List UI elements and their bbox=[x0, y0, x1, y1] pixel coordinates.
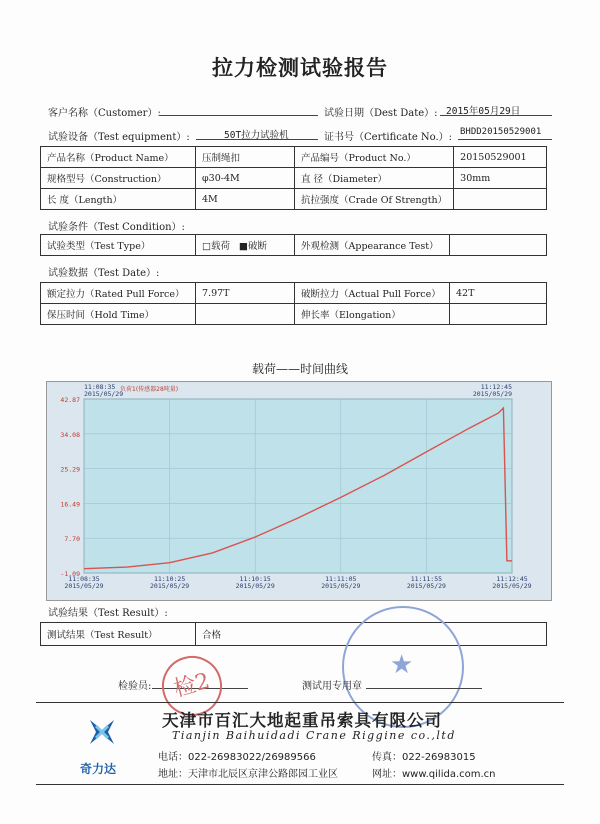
option-load: □载荷 bbox=[202, 241, 230, 252]
x-tick-time: 11:10:15 bbox=[239, 575, 271, 583]
option-break: ■破断 bbox=[239, 241, 267, 252]
actual-force-value: 42T bbox=[450, 283, 547, 304]
y-tick-label: 7.70 bbox=[64, 535, 80, 544]
rated-force-value: 7.97T bbox=[196, 283, 295, 304]
seal-star-icon: ★ bbox=[390, 650, 414, 680]
rated-force-label: 额定拉力（Rated Pull Force） bbox=[41, 283, 196, 304]
report-title: 拉力检测试验报告 bbox=[212, 56, 388, 80]
diameter-value: 30mm bbox=[454, 168, 547, 189]
x-top-tick-date: 2015/05/29 bbox=[84, 390, 124, 398]
product-no-value: 20150529001 bbox=[454, 147, 547, 168]
company-phone: 电话：022-26983022/26989566 bbox=[158, 752, 316, 763]
result-label: 测试结果（Test Result） bbox=[41, 623, 196, 646]
company-name-cn: 天津市百汇大地起重吊索具有限公司 bbox=[162, 711, 442, 730]
x-tick-time: 11:11:55 bbox=[410, 575, 443, 583]
company-name-en: Tianjin Baihuidadi Crane Riggine co.,ltd bbox=[172, 729, 456, 742]
x-tick-time: 11:08:35 bbox=[68, 575, 100, 583]
construction-label: 规格型号（Construction） bbox=[41, 168, 196, 189]
inspector-label: 检验员: bbox=[118, 681, 152, 692]
x-tick-date: 2015/05/29 bbox=[235, 582, 275, 590]
legend-series-label: 负荷1(传感器28吨量) bbox=[120, 386, 179, 393]
chart-title: 载荷——时间曲线 bbox=[251, 362, 348, 376]
company-fax: 传真：022-26983015 bbox=[372, 752, 476, 763]
condition-heading: 试验条件（Test Condition）: bbox=[48, 222, 185, 233]
x-tick-time: 11:12:45 bbox=[496, 575, 528, 583]
diameter-label: 直 径（Diameter） bbox=[295, 168, 454, 189]
x-top-tick-time: 11:08:35 bbox=[84, 383, 116, 391]
footer-divider bbox=[36, 702, 564, 703]
x-tick-date: 2015/05/29 bbox=[321, 582, 361, 590]
customer-label: 客户名称（Customer）: bbox=[48, 108, 161, 119]
x-top-tick-time: 11:12:45 bbox=[480, 383, 512, 391]
appearance-label: 外观检测（Appearance Test） bbox=[295, 235, 450, 256]
x-top-tick-date: 2015/05/29 bbox=[472, 390, 512, 398]
x-tick-date: 2015/05/29 bbox=[150, 582, 190, 590]
brand-name: 奇力达 bbox=[80, 762, 117, 776]
x-tick-date: 2015/05/29 bbox=[406, 582, 446, 590]
strength-label: 抗拉强度（Crade Of Strength） bbox=[295, 189, 454, 210]
y-tick-label: 42.87 bbox=[60, 396, 80, 404]
inspector-stamp: 检2 bbox=[155, 649, 228, 722]
result-table bbox=[40, 622, 547, 646]
equipment-label: 试验设备（Test equipment）: bbox=[48, 132, 190, 143]
certificate-label: 证书号（Certificate No.）: bbox=[324, 132, 453, 143]
y-tick-label: -1.09 bbox=[60, 570, 80, 578]
seal-label: 测试用专用章 bbox=[302, 681, 362, 692]
table-row bbox=[41, 623, 547, 646]
company-address: 地址：天津市北辰区京津公路郎园工业区 bbox=[158, 769, 338, 780]
length-value: 4M bbox=[196, 189, 295, 210]
qilida-logo-icon bbox=[82, 712, 122, 752]
product-name-label: 产品名称（Product Name） bbox=[41, 147, 196, 168]
footer-bottom-divider bbox=[36, 784, 564, 785]
test-date-value: 2015年05月29日 bbox=[446, 106, 521, 117]
seal-line bbox=[366, 688, 482, 689]
x-tick-time: 11:11:05 bbox=[325, 575, 357, 583]
y-tick-label: 16.49 bbox=[60, 500, 80, 509]
test-type-label: 试验类型（Test Type） bbox=[41, 235, 196, 256]
construction-value: φ30-4M bbox=[196, 168, 295, 189]
test-data-heading: 试验数据（Test Date）: bbox=[48, 268, 160, 279]
certificate-value: BHDD20150529001 bbox=[460, 127, 542, 137]
x-tick-date: 2015/05/29 bbox=[492, 582, 532, 590]
elongation-label: 伸长率（Elongation） bbox=[295, 304, 450, 325]
x-tick-time: 11:10:25 bbox=[153, 575, 186, 583]
actual-force-label: 破断拉力（Actual Pull Force） bbox=[295, 283, 450, 304]
plot-area bbox=[84, 399, 512, 573]
equipment-value: 50T拉力试验机 bbox=[224, 130, 289, 141]
y-tick-label: 34.08 bbox=[60, 430, 80, 439]
test-date-label: 试验日期（Dest Date）: bbox=[324, 108, 438, 119]
product-name-value: 压制绳扣 bbox=[196, 147, 295, 168]
result-value: 合格 bbox=[196, 623, 547, 646]
company-website: 网址：www.qilida.com.cn bbox=[372, 769, 496, 780]
y-tick-label: 25.29 bbox=[60, 465, 80, 474]
result-heading: 试验结果（Test Result）: bbox=[48, 608, 168, 619]
length-label: 长 度（Length） bbox=[41, 189, 196, 210]
product-no-label: 产品编号（Product No.） bbox=[295, 147, 454, 168]
x-tick-date: 2015/05/29 bbox=[64, 582, 104, 590]
hold-time-label: 保压时间（Hold Time） bbox=[41, 304, 196, 325]
